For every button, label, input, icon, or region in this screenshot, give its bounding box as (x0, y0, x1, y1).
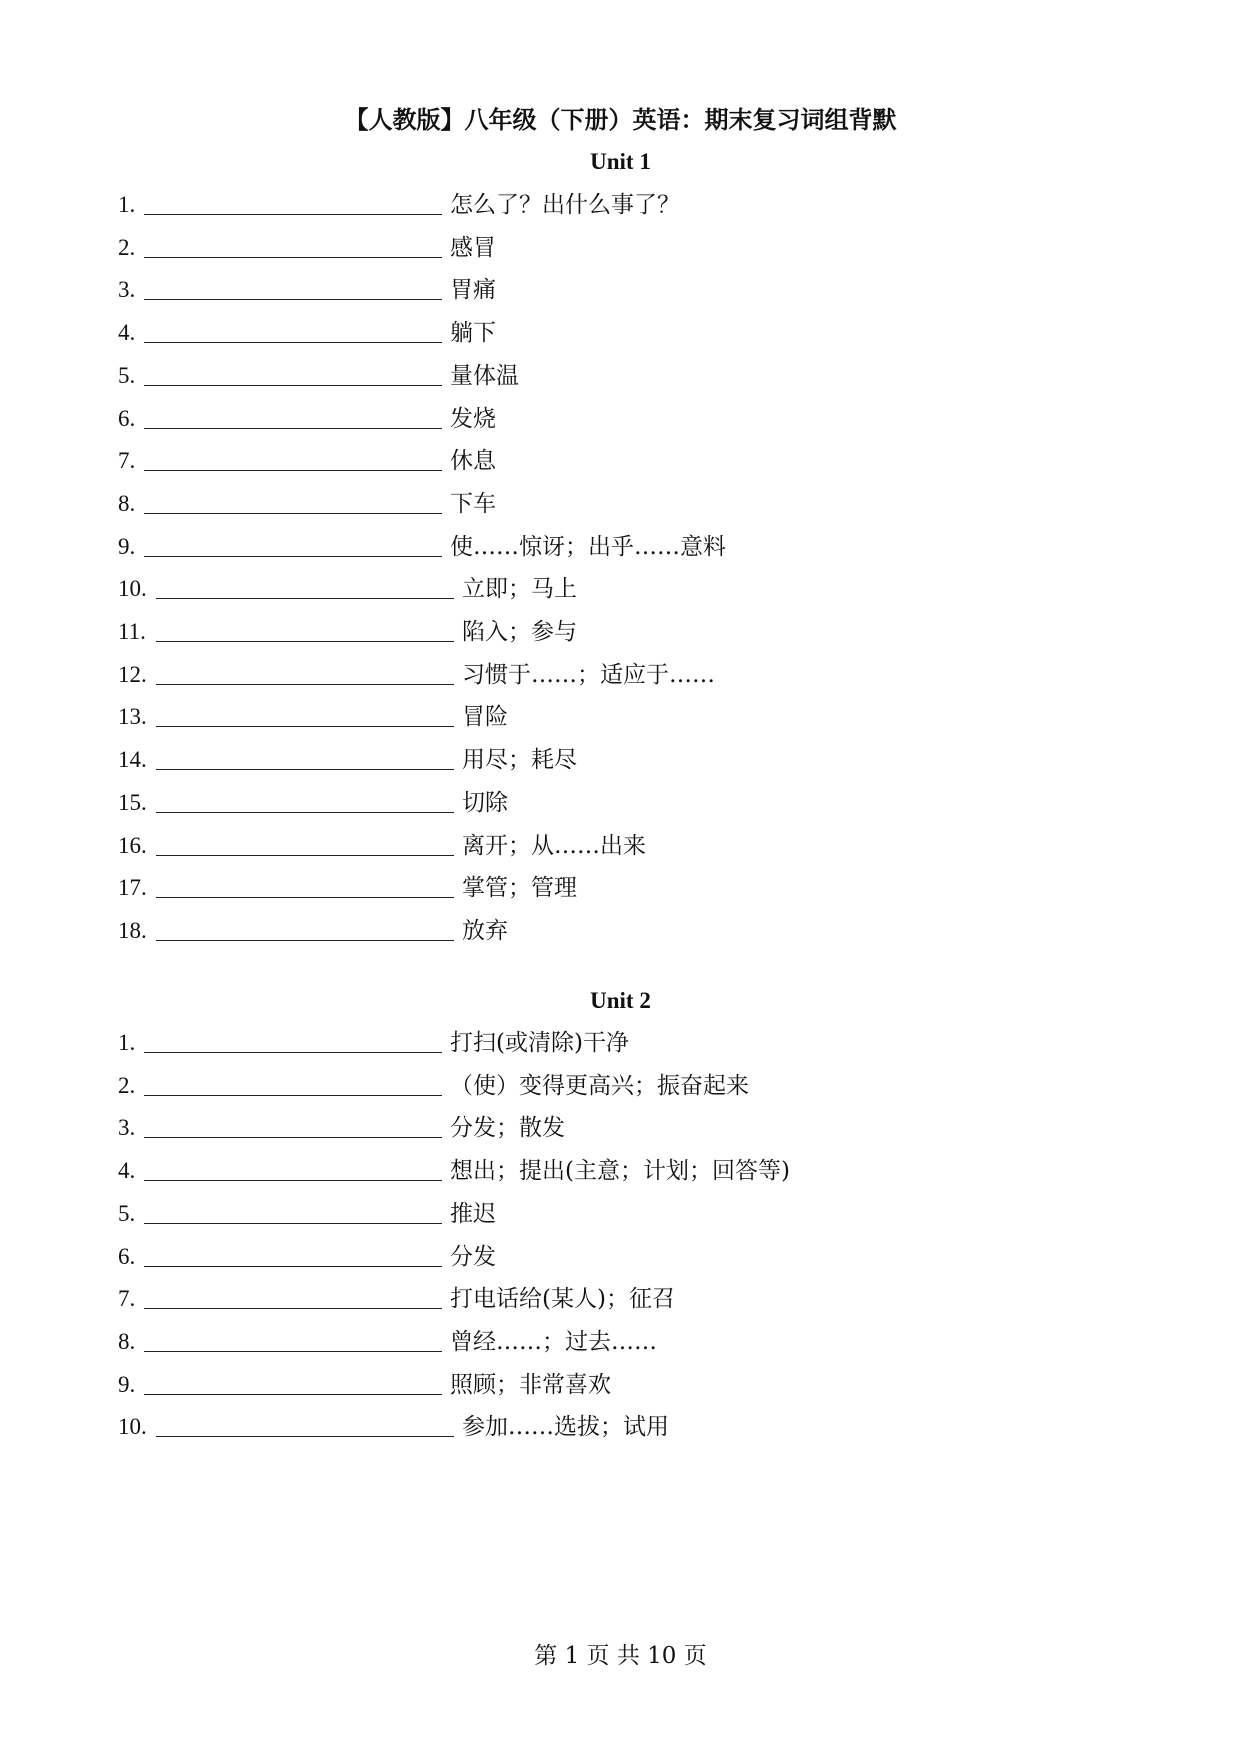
chinese-meaning: 推迟 (450, 1200, 496, 1227)
chinese-meaning: 分发 (450, 1243, 496, 1270)
answer-blank[interactable] (144, 1180, 442, 1181)
answer-blank[interactable] (156, 684, 454, 685)
vocab-row (118, 829, 1118, 863)
answer-blank[interactable] (144, 1223, 442, 1224)
vocab-row (118, 1368, 1118, 1402)
chinese-meaning: 打电话给(某人)；征召 (450, 1286, 675, 1313)
answer-blank[interactable] (144, 385, 442, 386)
vocab-row (118, 188, 1118, 222)
answer-blank[interactable] (156, 641, 454, 642)
answer-blank[interactable] (156, 897, 454, 898)
unit-1-heading: Unit 1 (590, 149, 651, 174)
item-number: 11. (118, 619, 146, 644)
answer-blank[interactable] (144, 299, 442, 300)
vocab-row (118, 1282, 1118, 1316)
chinese-meaning: 怎么了？出什么事了？ (450, 192, 680, 218)
chinese-meaning: 休息 (450, 448, 496, 475)
item-number: 4. (118, 1158, 136, 1184)
answer-blank[interactable] (156, 940, 454, 941)
chinese-meaning: （使）变得更高兴；振奋起来 (450, 1072, 749, 1099)
item-number: 10. (118, 1414, 147, 1440)
chinese-meaning: 照顾；非常喜欢 (450, 1371, 611, 1398)
item-number: 2. (118, 234, 136, 260)
item-number: 8. (118, 490, 136, 516)
item-number: 7. (118, 1286, 136, 1312)
vocab-row (118, 273, 1118, 307)
item-number: 2. (118, 1072, 136, 1098)
vocab-row (118, 359, 1118, 393)
chinese-meaning: 习惯于……；适应于…… (462, 661, 715, 688)
vocab-row (118, 402, 1118, 436)
answer-blank[interactable] (156, 855, 454, 856)
chinese-meaning: 掌管；管理 (462, 875, 577, 902)
vocab-row (118, 1325, 1118, 1359)
vocab-row (118, 572, 1118, 606)
chinese-meaning: 用尽；耗尽 (462, 747, 577, 774)
vocab-row (118, 530, 1118, 564)
vocab-row (118, 1069, 1118, 1103)
chinese-meaning: 放弃 (462, 917, 508, 944)
item-number: 5. (118, 362, 136, 388)
answer-blank[interactable] (144, 257, 442, 258)
answer-blank[interactable] (144, 1137, 442, 1138)
answer-blank[interactable] (144, 1052, 442, 1053)
item-number: 1. (118, 1030, 136, 1055)
item-number: 16. (118, 832, 147, 858)
answer-blank[interactable] (156, 769, 454, 770)
item-number: 9. (118, 1371, 136, 1397)
item-number: 14. (118, 747, 147, 773)
vocab-row (118, 316, 1118, 350)
item-number: 3. (118, 277, 136, 303)
chinese-meaning: 使……惊讶；出乎……意料 (450, 533, 726, 560)
document-title: 【人教版】八年级（下册）英语：期末复习词组背默 (344, 105, 897, 134)
item-number: 5. (118, 1200, 136, 1226)
chinese-meaning: 曾经……；过去…… (450, 1328, 657, 1355)
vocab-row (118, 700, 1118, 734)
item-number: 9. (118, 533, 136, 559)
item-number: 1. (118, 192, 136, 217)
answer-blank[interactable] (144, 1394, 442, 1395)
answer-blank[interactable] (144, 470, 442, 471)
answer-blank[interactable] (156, 726, 454, 727)
item-number: 18. (118, 917, 147, 943)
item-number: 12. (118, 661, 147, 687)
item-number: 4. (118, 320, 136, 346)
chinese-meaning: 冒险 (462, 704, 508, 731)
item-number: 6. (118, 405, 136, 431)
vocab-row (118, 658, 1118, 692)
answer-blank[interactable] (144, 1095, 442, 1096)
chinese-meaning: 分发；散发 (450, 1115, 565, 1142)
item-number: 6. (118, 1243, 136, 1269)
answer-blank[interactable] (156, 1436, 454, 1437)
chinese-meaning: 躺下 (450, 320, 496, 347)
answer-blank[interactable] (144, 556, 442, 557)
item-number: 17. (118, 875, 147, 901)
answer-blank[interactable] (144, 214, 442, 215)
answer-blank[interactable] (156, 812, 454, 813)
answer-blank[interactable] (144, 1308, 442, 1309)
chinese-meaning: 下车 (450, 490, 496, 517)
chinese-meaning: 切除 (462, 789, 508, 816)
item-number: 10. (118, 576, 147, 602)
vocab-row (118, 231, 1118, 265)
vocab-row (118, 1197, 1118, 1231)
chinese-meaning: 发烧 (450, 405, 496, 432)
chinese-meaning: 想出；提出(主意；计划；回答等) (450, 1158, 790, 1185)
item-number: 13. (118, 704, 147, 730)
vocab-row (118, 1026, 1118, 1060)
vocab-row (118, 1154, 1118, 1188)
chinese-meaning: 离开；从……出来 (462, 832, 646, 859)
item-number: 7. (118, 448, 136, 474)
vocab-row (118, 786, 1118, 820)
answer-blank[interactable] (156, 598, 454, 599)
item-number: 3. (118, 1115, 136, 1141)
answer-blank[interactable] (144, 1351, 442, 1352)
vocab-row (118, 444, 1118, 478)
chinese-meaning: 打扫(或清除)干净 (450, 1030, 629, 1056)
page-footer: 第 1 页 共 10 页 (534, 1643, 707, 1669)
vocab-row (118, 1111, 1118, 1145)
item-number: 15. (118, 789, 147, 815)
chinese-meaning: 立即；马上 (462, 576, 577, 603)
chinese-meaning: 参加……选拔；试用 (462, 1414, 669, 1441)
vocab-row (118, 871, 1118, 905)
chinese-meaning: 量体温 (450, 362, 519, 389)
unit-2-heading: Unit 2 (590, 988, 651, 1013)
vocab-row (118, 1410, 1118, 1444)
vocab-row (118, 743, 1118, 777)
answer-blank[interactable] (144, 342, 442, 343)
chinese-meaning: 感冒 (450, 234, 496, 261)
answer-blank[interactable] (144, 513, 442, 514)
vocab-row (118, 914, 1118, 948)
chinese-meaning: 胃痛 (450, 277, 496, 304)
vocab-row (118, 1240, 1118, 1274)
chinese-meaning: 陷入；参与 (462, 619, 577, 645)
answer-blank[interactable] (144, 428, 442, 429)
vocab-row (118, 615, 1118, 649)
vocab-row (118, 487, 1118, 521)
answer-blank[interactable] (144, 1266, 442, 1267)
item-number: 8. (118, 1328, 136, 1354)
